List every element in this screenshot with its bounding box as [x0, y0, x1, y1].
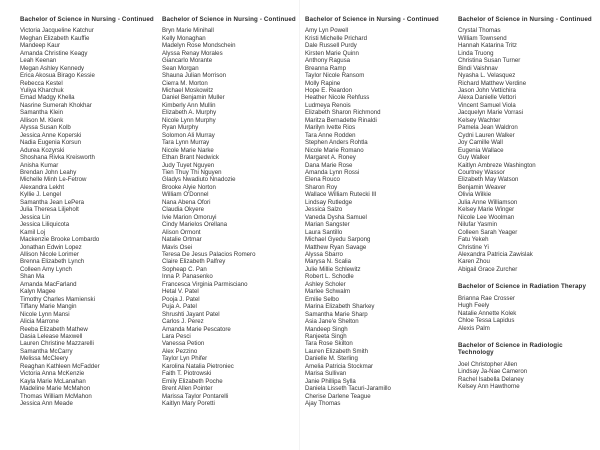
graduate-name: Lindsay Rutledge [305, 198, 353, 206]
graduate-name: Shrushti Jayant Patel [162, 310, 220, 318]
graduate-name: Puja A. Patel [162, 303, 197, 311]
graduate-name: Nicole Marie Romano [305, 146, 364, 154]
graduate-name: William O'Donnel [162, 191, 209, 199]
graduate-name: Nana Abena Ofori [162, 198, 211, 206]
graduate-name: Alexandra Lekht [20, 183, 65, 191]
graduate-name: Claire Elizabeth Palfrey [162, 258, 226, 266]
graduate-name: Dale Russell Purdy [305, 42, 357, 50]
graduate-name: Allison M. Klenk [20, 116, 64, 124]
graduate-name: Lara Pesci [162, 332, 191, 340]
graduate-name: Marissa Taylor Pontarelli [162, 392, 229, 400]
graduate-name: Marilyn Ivette Rios [305, 124, 356, 132]
graduate-name: Karen Zhou [458, 258, 490, 266]
graduate-name: Jonathan Edwin Lopez [20, 243, 82, 251]
graduate-name: Rachel Isabella Delaney [458, 375, 524, 383]
name-list [162, 27, 300, 407]
graduate-name: Elena Rouco [305, 176, 340, 184]
graduate-name: Marisa Sullivan [305, 370, 347, 378]
graduate-name: Carlos J. Perez [162, 318, 204, 326]
graduate-name: Emilie Selbo [305, 295, 339, 303]
graduate-name: Nasrine Sumerah Khokhar [20, 101, 92, 109]
graduate-name: Julie Millie Schlewitz [305, 265, 361, 273]
graduate-name: Julia Anne Williamson [458, 198, 518, 206]
graduate-name: Kirsten Marie Quinn [305, 49, 359, 57]
graduate-name: Linda Truong [458, 49, 494, 57]
graduate-name: Shan Ma [20, 273, 45, 281]
graduate-name: Cierra M. Morton [162, 79, 208, 87]
graduate-name: Alyssa Susan Kolb [20, 124, 71, 132]
graduate-name: Samantha McCarry [20, 347, 73, 355]
graduate-name: Ajay Thomas [305, 400, 341, 408]
graduate-name: Nicole Lee Woolman [458, 213, 515, 221]
graduate-name: Amanda Lynn Rossi [305, 169, 360, 177]
graduate-name: Richard Matthew Verdine [458, 79, 527, 87]
graduate-name: Jason John Vettichira [458, 87, 516, 95]
graduate-name: Lauren Elizabeth Smith [305, 347, 369, 355]
graduate-name: Bindi Vaishnav [458, 64, 498, 72]
graduate-name: Sopheap C. Pan [162, 265, 207, 273]
graduate-name: Marlee Schwalm [305, 288, 351, 296]
graduate-name: Pamela Jean Waldron [458, 124, 518, 132]
graduate-name: Kaitlyn Mary Poretti [162, 400, 215, 408]
graduate-name: Jessica Ann Meade [20, 400, 73, 408]
graduate-name: Megan Ashley Kennedy [20, 64, 85, 72]
graduate-name: Tara Rose Skilton [305, 340, 353, 348]
graduate-name: Amanda MacFarland [20, 280, 77, 288]
graduate-name: Karolina Natalia Pietroniec [162, 362, 234, 370]
graduate-name: Maritza Bernadette Rinaldi [305, 116, 377, 124]
graduate-name: Elizabeth A. Murphy [162, 109, 217, 117]
graduate-name: Eugenia Wallace [458, 146, 504, 154]
graduate-name: Kamil Loj [20, 228, 46, 236]
graduate-name: Brenna Elizabeth Lynch [20, 258, 85, 266]
graduate-name: Nicole Lynn Mansi [20, 310, 70, 318]
graduate-name: Bryn Marie Minihall [162, 27, 214, 35]
name-list-radiation-therapy [458, 295, 596, 332]
graduate-name: Alexandra Patricia Zawislak [458, 251, 533, 258]
graduate-name: Cydni Lauren Walker [458, 131, 515, 139]
graduate-name: Nyasha L. Velasquez [458, 72, 516, 80]
graduate-name: William Townsend [458, 34, 507, 42]
graduate-name: Kelly Monaghan [162, 34, 206, 42]
graduate-name: Vaneda Dysha Samuel [305, 213, 367, 221]
graduate-name: Michelle Minh Le-Fetrow [20, 176, 87, 184]
section-title-radiation-therapy: Bachelor of Science in Radiation Therapy [458, 283, 587, 291]
graduate-name: Alex Pezzino [162, 347, 198, 355]
graduate-name: Hugh Feely [458, 302, 490, 310]
graduate-name: Alyssa Sbarro [305, 251, 343, 258]
graduate-name: Alexa Danielle Vettori [458, 94, 516, 102]
section-title: Bachelor of Science in Nursing - Continued [458, 16, 592, 23]
section-title: Bachelor of Science in Nursing - Continued [305, 16, 439, 23]
graduate-name: Meghan Elizabeth Kauffie [20, 34, 90, 42]
graduate-name: Mandeep Kaur [20, 42, 60, 50]
graduate-name: Amy Lyn Powell [305, 27, 349, 35]
graduate-name: Taylor Nicole Ransom [305, 72, 365, 80]
graduate-name: Dana Marie Rose [305, 161, 353, 169]
graduate-name: Brooke Alyie Norton [162, 183, 216, 191]
name-list [20, 27, 158, 407]
graduate-name: Courtney Wassor [458, 169, 505, 177]
graduate-name: Tien Thuy Thi Nguyen [162, 169, 222, 177]
graduate-name: Daniela Lisseth Tacuri-Jaramillo [305, 385, 391, 393]
graduate-name: Heather Nicole Rehfuss [305, 94, 370, 102]
graduate-name: Samantha Klein [20, 109, 64, 117]
graduate-name: Elizabeth May Watson [458, 176, 519, 184]
graduate-name: Claudia Okyere [162, 206, 204, 214]
graduate-name: Judy Tuyet Nguyen [162, 161, 215, 169]
graduate-name: Lindsay Ja-Nae Cameron [458, 368, 528, 376]
graduate-name: Dasia Lelease Maxwell [20, 332, 83, 340]
graduate-name: Ashley Scholer [305, 280, 346, 288]
graduate-name: Emad Madgy Khella [20, 94, 75, 102]
section-title: Bachelor of Science in Nursing - Continued [162, 16, 296, 23]
graduate-name: Jacquelyn Marie Vorrasi [458, 109, 524, 117]
graduate-name: Hannah Katarina Tritz [458, 42, 517, 50]
column-2 [162, 16, 300, 408]
graduate-name: Pooja J. Patel [162, 295, 200, 303]
graduate-name: Erica Akosua Birago Kessie [20, 72, 95, 80]
graduate-name: Hetal V. Patel [162, 288, 199, 296]
graduate-name: Brendan John Leahy [20, 169, 77, 177]
graduate-name: Vanessa Petion [162, 340, 205, 348]
graduate-name: Joy Camille Wall [458, 139, 503, 147]
graduate-name: Crystal Thomas [458, 27, 501, 35]
graduate-name: Colleen Amy Lynch [20, 265, 72, 273]
graduate-name: Jessica Liliquicota [20, 221, 70, 229]
graduate-name: Kelsey Ann Hawthorne [458, 383, 520, 391]
graduate-name: Thomas William McMahon [20, 392, 92, 400]
graduate-name: Christine Yi [458, 243, 489, 251]
graduate-name: Kyllie J. Lengel [20, 191, 61, 199]
graduate-name: Taylor Lyn Phifer [162, 355, 208, 363]
graduate-name: Hope E. Reardon [305, 87, 353, 95]
graduate-name: Nicole Marie Narke [162, 146, 214, 154]
graduate-name: Breanna Ramp [305, 64, 346, 72]
graduate-name: Brianna Rae Crosser [458, 294, 515, 302]
graduate-name: Giancarlo Morante [162, 57, 213, 65]
graduate-name: Asia Jane'e Shelton [305, 318, 359, 326]
graduate-name: Nadia Eugenia Korsun [20, 139, 81, 147]
graduate-name: Anthony Ragusa [305, 57, 351, 65]
graduate-name: Victoria Jacqueline Katchur [20, 27, 94, 35]
graduate-name: Mavis Osei [162, 243, 193, 251]
graduate-name: Melissa McCleery [20, 355, 69, 363]
graduate-name: Amelia Patricia Stockmar [305, 362, 374, 370]
column-3 [305, 16, 443, 408]
graduate-name: Mandeep Singh [305, 325, 348, 333]
graduate-name: Elizabeth Sharon Richmond [305, 109, 381, 117]
graduate-name: Wallace William Rutecki III [305, 191, 377, 199]
graduate-name: Kimberly Ann Mullin [162, 101, 216, 109]
graduate-name: Samantha Marie Sharp [305, 310, 368, 318]
graduate-name: Alexis Palm [458, 324, 490, 332]
graduate-name: Faith T. Piotrowski [162, 370, 212, 378]
graduate-name: Marina Elizabeth Sharkey [305, 303, 375, 311]
graduate-name: Molly Rapine [305, 79, 341, 87]
name-list [305, 27, 443, 407]
graduate-name: Teresa De Jesus Palacios Romero [162, 251, 256, 258]
graduate-name: Madeline Marie McMahon [20, 385, 91, 393]
graduate-name: Marian Sangster [305, 221, 350, 229]
graduate-name: Kelsey Marie Winger [458, 206, 515, 214]
graduate-name: Brent Allen Pointer [162, 385, 213, 393]
graduate-name: Amanda Christine Keagy [20, 49, 88, 57]
graduate-name: Solomon Ali Murray [162, 131, 215, 139]
column-4 [458, 16, 596, 391]
graduate-name: Alicia Marrone [20, 318, 59, 326]
graduate-name: Francesca Virginia Parmisciano [162, 280, 248, 288]
graduate-name: Vincent Samuel Viola [458, 101, 516, 109]
graduate-name: Tara Anne Rodden [305, 131, 356, 139]
graduate-name: Natalie Ortmar [162, 236, 202, 244]
graduate-name: Laura Santillo [305, 228, 343, 236]
graduate-name: Tara Lynn Murray [162, 139, 210, 147]
graduate-name: Leah Keenan [20, 57, 57, 65]
section-title-radiologic-technology: Bachelor of Science in Radiologic Technology [458, 342, 563, 357]
graduate-name: Kayla Marie McLanahan [20, 377, 86, 385]
graduate-name: Alison Ormont [162, 228, 201, 236]
graduate-name: Cherise Darlene Teague [305, 392, 371, 400]
graduate-name: Nicole Lynn Murphy [162, 116, 216, 124]
graduate-name: Margaret A. Roney [305, 154, 356, 162]
graduate-name: Shauna Julian Morrison [162, 72, 227, 80]
graduate-name: Jessica Salzo [305, 206, 343, 214]
graduate-name: Sharon Roy [305, 183, 338, 191]
graduate-name: Reaghan Kathleen McFadder [20, 362, 100, 370]
graduate-name: Daniel Benjamin Muller [162, 94, 225, 102]
graduate-name: Mackenzie Brooke Lombardo [20, 236, 100, 244]
graduate-name: Ryan Murphy [162, 124, 199, 132]
graduate-name: Kelsey Wachter [458, 116, 501, 124]
graduate-name: Janie Phillipa Sylla [305, 377, 356, 385]
graduate-name: Olivia Wilkie [458, 191, 492, 199]
graduate-name: Julia Theresa Liljeholt [20, 206, 79, 214]
graduate-name: Gladys Nwadiuto Nnadozie [162, 176, 236, 184]
section-title: Bachelor of Science in Nursing - Continued [20, 16, 154, 23]
graduate-name: Danielle M. Sterling [305, 355, 358, 363]
graduate-name: Yuliya Kharchuk [20, 87, 64, 95]
graduate-name: Rebecca Kestel [20, 79, 63, 87]
graduate-name: Anisha Kumar [20, 161, 59, 169]
graduate-name: Ivie Marion Omoruyi [162, 213, 217, 221]
graduate-name: Ranjeeta Singh [305, 332, 347, 340]
graduate-name: Sean Morgan [162, 64, 199, 72]
graduate-name: Inna P. Panasenko [162, 273, 213, 281]
graduate-name: Tiffany Marie Mangin [20, 303, 77, 311]
name-list [458, 27, 596, 273]
graduate-name: Ludmeya Renois [305, 101, 351, 109]
graduate-name: Benjamin Weaver [458, 183, 506, 191]
graduate-name: Colleen Sarah Yeager [458, 228, 518, 236]
graduate-name: Marysa N. Scalia [305, 258, 352, 266]
graduate-name: Madelyn Rose Mondschein [162, 42, 236, 50]
graduate-name: Michael Gyedu Sarpong [305, 236, 371, 244]
graduate-name: Kalyn Magee [20, 288, 56, 296]
graduate-name: Adurea Kozyrski [20, 146, 65, 154]
graduate-name: Jessica Lin [20, 213, 51, 221]
graduate-name: Shoshana Rivka Kreisworth [20, 154, 95, 162]
graduate-name: Lauren Christine Mazzarelli [20, 340, 94, 348]
graduate-name: Kaitlyn Ambreze Washington [458, 161, 536, 169]
graduate-name: Christina Susan Turner [458, 57, 521, 65]
graduate-name: Samantha Jean LePera [20, 198, 85, 206]
graduate-name: Reeba Elizabeth Mathew [20, 325, 88, 333]
graduate-name: Guy Walker [458, 154, 490, 162]
column-1 [20, 16, 158, 408]
graduate-name: Ethan Brant Nedwick [162, 154, 219, 162]
graduate-name: Chloe Tessa Lapidus [458, 317, 515, 325]
graduate-name: Alyssa Renay Morales [162, 49, 223, 57]
graduate-name: Nilufar Yasmin [458, 221, 498, 229]
graduate-name: Cindy Marielos Orellana [162, 221, 228, 229]
graduate-name: Stephen Anders Rohtla [305, 139, 368, 147]
graduate-name: Joel Christopher Allen [458, 360, 518, 368]
graduate-name: Michael Moskowitz [162, 87, 214, 95]
graduate-name: Emily Elizabeth Poche [162, 377, 223, 385]
graduate-name: Fatu Yekeh [458, 236, 489, 244]
graduate-name: Timothy Charles Mamienski [20, 295, 95, 303]
graduate-name: Victoria Anna McKenzie [20, 370, 85, 378]
graduate-name: Abigail Grace Zurcher [458, 265, 518, 273]
graduate-name: Allison Nicole Lorimer [20, 251, 79, 258]
graduate-name: Natalie Annette Kolek [458, 309, 517, 317]
graduate-name: Jessica Anne Koperski [20, 131, 82, 139]
graduate-name: Kristi Michelle Prichard [305, 34, 367, 42]
graduate-name: Matthew Ryan Savage [305, 243, 367, 251]
name-list-radiologic-technology [458, 361, 596, 391]
graduate-name: Amanda Marie Pescatore [162, 325, 231, 333]
graduate-name: Robert L. Schodle [305, 273, 354, 281]
